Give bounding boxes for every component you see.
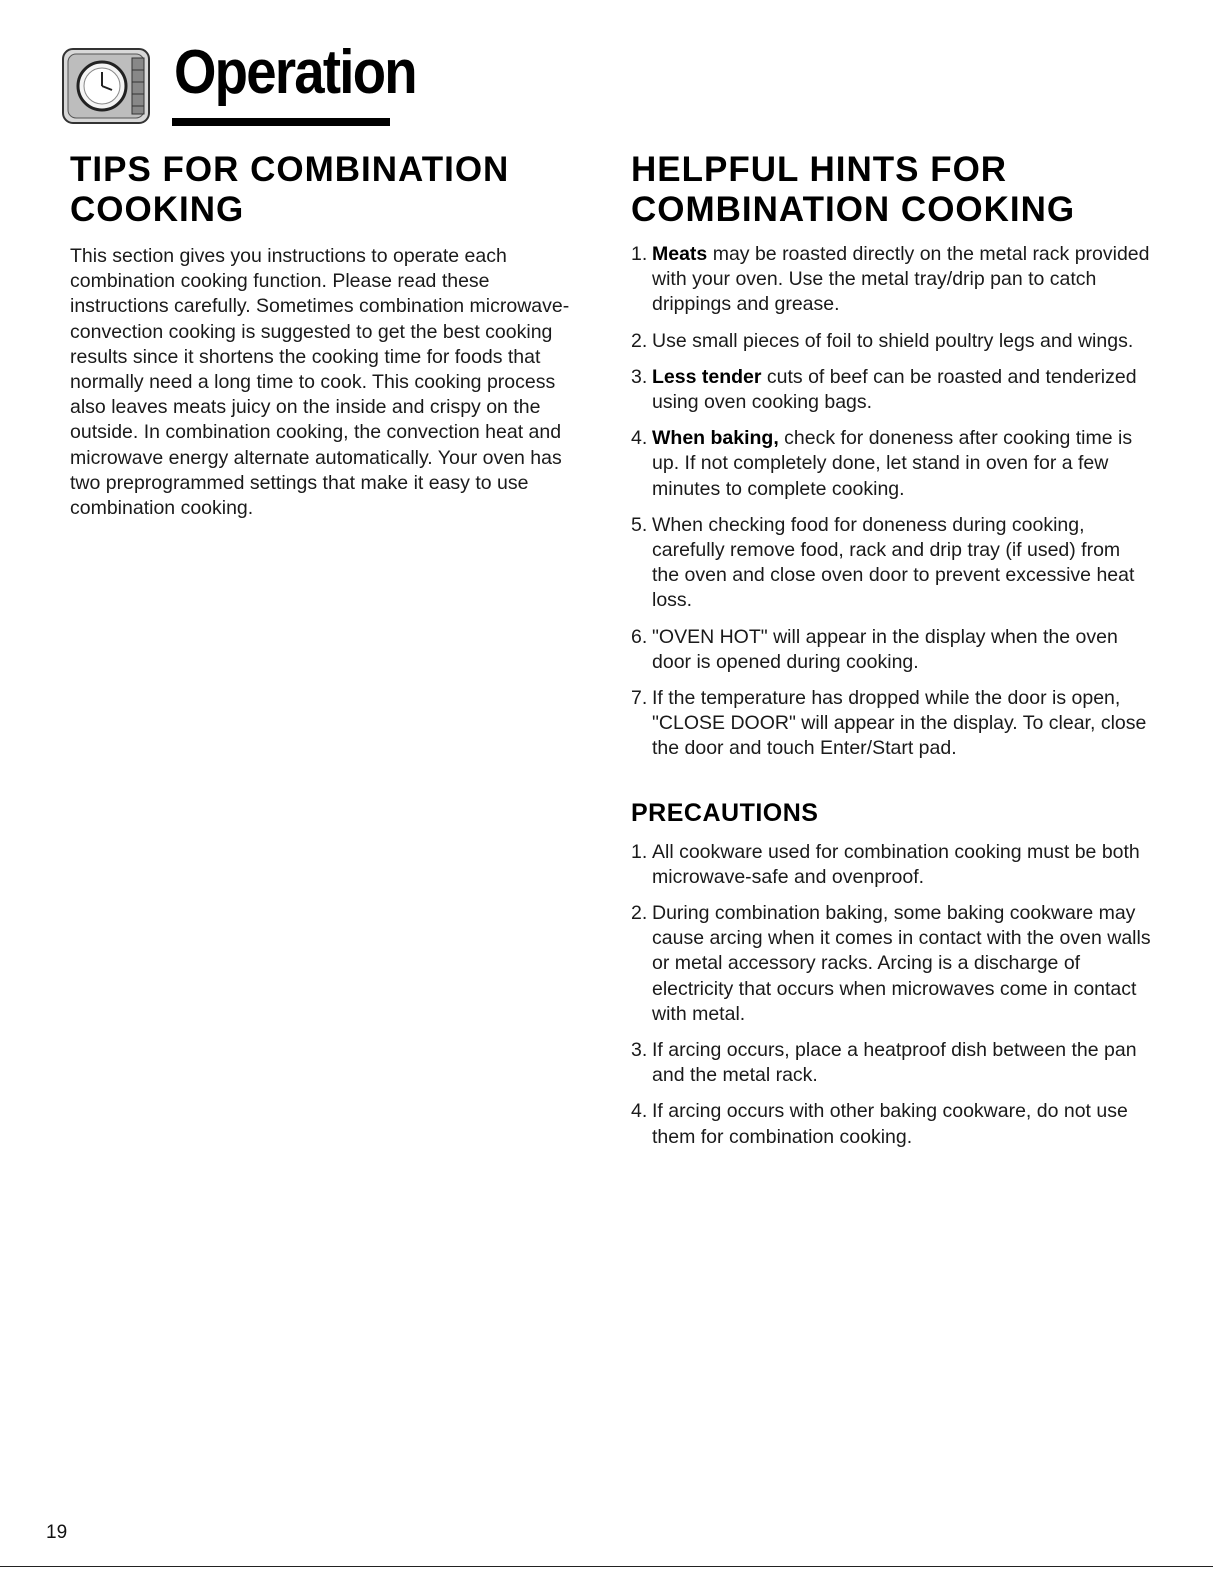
footer-rule [0, 1566, 1213, 1567]
page-header [62, 38, 416, 128]
list-item: 3. Less tender cuts of beef can be roasted and tenderized using oven cooking bags. [631, 365, 1137, 414]
list-item: 1. All cookware used for combination cooking must be both microwave-safe and ovenproof. [631, 840, 1140, 888]
list-item: 3. If arcing occurs, place a heatproof dish between the pan and the metal rack. [631, 1039, 1137, 1087]
list-item: 4. When baking, check for doneness after cooking time is up. If not completely done, let stand in oven for a few minutes to complete cooking. [631, 427, 1133, 500]
hints-section [631, 150, 1151, 1161]
list-item: 4. If arcing occurs with other baking cookware, do not use them for combination cooking. [631, 1100, 1128, 1148]
list-item: 5. When checking food for doneness during cooking, carefully remove food, rack and drip tray (if used) from the oven and close oven door to prevent excessive heat loss. [631, 513, 1135, 612]
list-item: 2. During combination baking, some baking cookware may cause arcing when it comes in contact with the oven walls or metal accessory racks. Arcing is a discharge of electricity that occurs when microwaves come in contact with metal. [631, 902, 1151, 1025]
title-underline [172, 118, 390, 126]
tips-body: This section gives you instructions to operate each combination cooking function. Please read these instructions carefully. Sometimes combination microwave-convection cooking is suggested to get the best cooking results since it shortens the cooking time for foods that normally need a long time to cook. This cooking process also leaves meats juicy on the inside and crispy on the outside. In combination cooking, the convection heat and microwave energy alternate automatically. Your oven has two preprogrammed settings that make it easy to use combination cooking. [70, 245, 570, 520]
list-item: 6. "OVEN HOT" will appear in the display when the oven door is opened during cooking. [631, 625, 1118, 673]
page-title: Operation [174, 38, 416, 107]
tips-title: TIPS FOR COMBINATION COOKING [70, 150, 510, 229]
microwave-clock-icon [62, 48, 150, 124]
precautions-title: PRECAUTIONS [631, 798, 819, 827]
list-item: 7. If the temperature has dropped while the door is open, "CLOSE DOOR" will appear in the display. To clear, close the door and touch Enter/Start pad. [631, 687, 1147, 760]
precautions-list [631, 840, 1151, 1150]
page-number: 19 [46, 1522, 68, 1543]
hints-list [631, 242, 1151, 762]
list-item: 1. Meats may be roasted directly on the metal rack provided with your oven. Use the metal tray/drip pan to catch drippings and grease. [631, 243, 1150, 316]
hints-title: HELPFUL HINTS FOR COMBINATION COOKING [631, 150, 1076, 229]
tips-section [70, 150, 570, 521]
list-item: 2. Use small pieces of foil to shield poultry legs and wings. [631, 329, 1134, 352]
